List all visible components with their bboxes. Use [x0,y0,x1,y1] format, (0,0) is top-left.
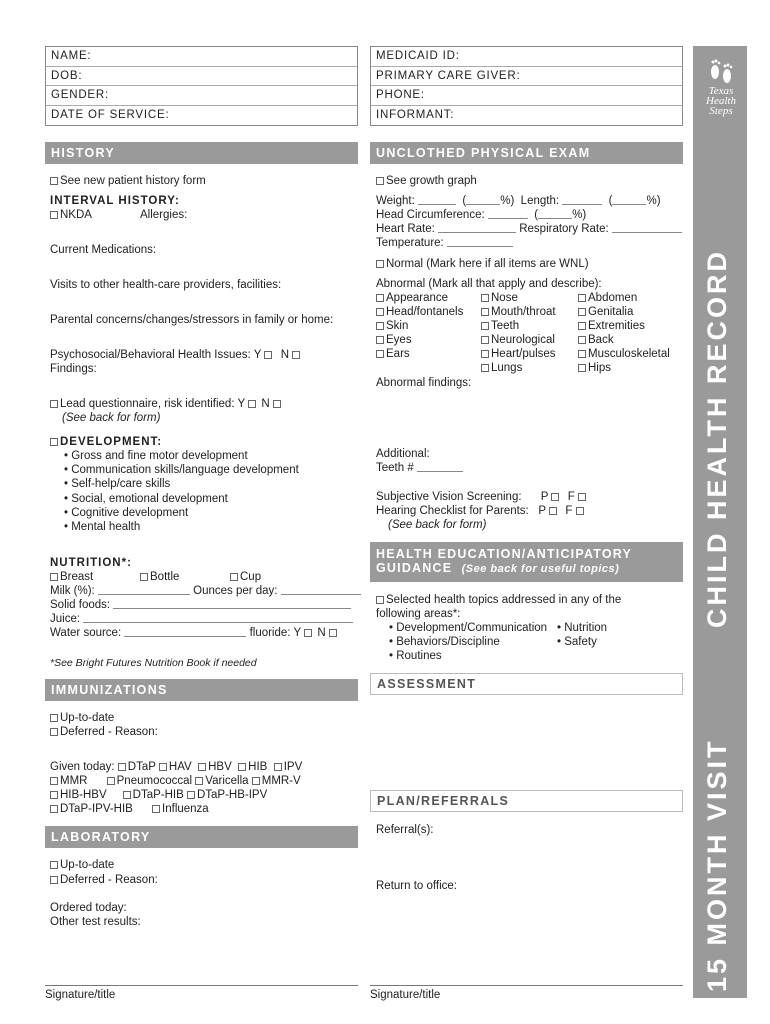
checkbox[interactable] [50,573,58,581]
allergies-label: Allergies: [140,209,188,221]
sidebar-visit: 15 MONTH VISIT [702,738,732,992]
lab-deferred-item[interactable]: Deferred - Reason: [50,873,158,887]
checkbox[interactable] [50,728,58,736]
return-to-office-label: Return to office: [376,880,457,892]
exam-item[interactable]: Ears [376,347,463,361]
checkbox[interactable] [159,763,167,771]
nutrition-footnote: *See Bright Futures Nutrition Book if needed [50,657,257,669]
logo [695,56,747,116]
exam-item[interactable]: Head/fontanels [376,305,463,319]
checkbox[interactable] [50,177,58,185]
exam-item[interactable]: Extremities [578,319,670,333]
dev-item: • Mental health [64,521,141,533]
checkbox[interactable] [50,861,58,869]
checkbox[interactable] [578,350,586,358]
checkbox[interactable] [376,336,384,344]
given-today-row2: MMR Pneumococcal Varicella MMR-V [50,774,301,788]
checkbox[interactable] [264,351,272,359]
logo-text-2: Health [706,95,736,107]
checkbox[interactable] [238,763,246,771]
dev-item: • Self-help/care skills [64,478,171,490]
checkbox[interactable] [481,364,489,372]
dev-item: • Social, emotional development [64,493,228,505]
checkbox[interactable] [376,294,384,302]
other-results-label: Other test results: [50,916,141,928]
checkbox[interactable] [549,507,557,515]
exam-item[interactable]: Appearance [376,291,463,305]
dev-item: • Cognitive development [64,507,189,519]
exam-item[interactable]: Lungs [481,361,556,375]
abnormal-intro: Abnormal (Mark all that apply and describe): [376,278,602,290]
checkbox[interactable] [50,714,58,722]
checkbox[interactable] [481,336,489,344]
checkbox[interactable] [50,211,58,219]
exam-item[interactable]: Hips [578,361,670,375]
dev-item: • Gross and fine motor development [64,450,248,462]
exam-item[interactable]: Genitalia [578,305,670,319]
development-label[interactable]: DEVELOPMENT: [50,435,162,449]
imm-uptodate-item[interactable]: Up-to-date [50,711,114,725]
exam-item[interactable]: Skin [376,319,463,333]
ordered-today-label: Ordered today: [50,902,127,914]
checkbox[interactable] [274,763,282,771]
selected-topics-item[interactable]: Selected health topics addressed in any of the [376,593,621,607]
health-education-header [370,542,683,582]
additional-label: Additional: [376,448,430,460]
temperature-field[interactable]: Temperature: [376,236,513,250]
checkbox[interactable] [578,364,586,372]
signature-right[interactable]: Signature/title [370,985,683,1001]
checkbox[interactable] [107,777,115,785]
checkbox[interactable] [123,791,131,799]
head-circ-field[interactable]: Head Circumference: ( %) [376,209,587,221]
health-education-title-2: GUIDANCE [376,561,453,575]
health-education-note: (See back for useful topics) [461,563,620,575]
topic-item: • Routines [389,650,442,662]
checkbox[interactable] [198,763,206,771]
patient-info-left [45,46,358,126]
informant-field[interactable]: INFORMANT: [376,108,455,121]
exam-item[interactable]: Nose [481,291,556,305]
findings-label: Findings: [50,363,97,375]
exam-item[interactable]: Abdomen [578,291,670,305]
checkbox[interactable] [273,400,281,408]
exam-col-3 [578,291,670,375]
checkbox[interactable] [376,308,384,316]
checkbox[interactable] [118,763,126,771]
name-field[interactable]: NAME: [46,47,357,67]
checkbox[interactable] [195,777,203,785]
dob-field[interactable]: DOB: [46,67,357,87]
checkbox[interactable] [481,322,489,330]
sidebar-title: CHILD HEALTH RECORD [702,249,732,628]
normal-item[interactable]: Normal (Mark here if all items are WNL) [376,257,589,271]
plan-referrals-header: PLAN/REFERRALS [370,790,683,812]
exam-item[interactable]: Teeth [481,319,556,333]
referrals-label: Referral(s): [376,824,434,836]
psychosocial-item: Psychosocial/Behavioral Health Issues: Y N [50,348,302,362]
checkbox[interactable] [578,308,586,316]
hearing-see-back: (See back for form) [388,519,487,531]
checkbox[interactable] [376,260,384,268]
checkbox[interactable] [376,322,384,330]
footprints-icon [695,56,747,86]
signature-left[interactable]: Signature/title [45,985,358,1001]
nkda-item[interactable]: NKDA [50,208,92,222]
topic-item: • Development/Communication [389,622,548,634]
primary-care-giver-field[interactable]: PRIMARY CARE GIVER: [371,67,682,87]
new-patient-item[interactable]: See new patient history form [50,174,206,188]
date-of-service-field[interactable]: DATE OF SERVICE: [51,108,170,121]
patient-info-right [370,46,683,126]
teeth-field[interactable]: Teeth # [376,461,463,475]
logo-text-3: Steps [709,105,733,117]
logo-text-1: Texas [708,85,734,97]
assessment-header: ASSESSMENT [370,673,683,695]
health-education-title-1: HEALTH EDUCATION/ANTICIPATORY [376,547,633,561]
history-header: HISTORY [45,142,358,164]
checkbox[interactable] [376,350,384,358]
lead-see-back: (See back for form) [62,412,161,424]
checkbox[interactable] [376,177,384,185]
exam-item[interactable]: Back [578,333,670,347]
dev-item: • Communication skills/language development [64,464,299,476]
checkbox[interactable] [248,400,256,408]
checkbox[interactable] [481,308,489,316]
laboratory-header: LABORATORY [45,826,358,848]
lab-uptodate-item[interactable]: Up-to-date [50,858,114,872]
checkbox[interactable] [304,629,312,637]
checkbox[interactable] [329,629,337,637]
abnormal-findings-label: Abnormal findings: [376,377,472,389]
milk-field[interactable]: Milk (%): Ounces per day: [50,584,361,598]
breast-item[interactable]: Breast [50,570,93,584]
checkbox[interactable] [50,777,58,785]
interval-history-label: INTERVAL HISTORY: [50,195,180,207]
checkbox[interactable] [252,777,260,785]
checkbox[interactable] [292,351,300,359]
given-today-row3: HIB-HBV DTaP-HIB DTaP-HB-IPV [50,788,267,802]
imm-deferred-item[interactable]: Deferred - Reason: [50,725,158,739]
checkbox[interactable] [152,805,160,813]
topic-item: • Safety [557,636,597,648]
given-today-row4: DTaP-IPV-HIB Influenza [50,802,209,816]
checkbox[interactable] [50,791,58,799]
checkbox[interactable] [187,791,195,799]
water-source-field[interactable]: Water source: fluoride: Y N [50,626,339,640]
juice-field[interactable]: Juice: [50,612,353,626]
exam-item[interactable]: Mouth/throat [481,305,556,319]
parental-label: Parental concerns/changes/stressors in family or home: [50,314,334,326]
weight-length-field[interactable]: Weight: ( %) Length: ( %) [376,195,661,207]
sidebar [693,46,747,998]
checkbox[interactable] [140,573,148,581]
given-today-row1: Given today: DTaP HAV HBV HIB IPV [50,761,303,773]
checkbox[interactable] [50,805,58,813]
medicaid-id-field[interactable]: MEDICAID ID: [371,47,682,67]
exam-item[interactable]: Eyes [376,333,463,347]
checkbox[interactable] [481,350,489,358]
checkbox[interactable] [50,438,58,446]
cup-item[interactable]: Cup [230,570,261,584]
heart-resp-field[interactable]: Heart Rate: Respiratory Rate: [376,222,682,236]
checkbox[interactable] [576,507,584,515]
exam-col-2 [481,291,556,375]
gender-field[interactable]: GENDER: [46,86,357,106]
bottle-item[interactable]: Bottle [140,570,179,584]
checkbox[interactable] [50,876,58,884]
visits-label: Visits to other health-care providers, facilities: [50,279,282,291]
hearing-checklist-item: Hearing Checklist for Parents: P F [376,504,586,518]
medications-label: Current Medications: [50,244,157,256]
physical-exam-header: UNCLOTHED PHYSICAL EXAM [370,142,683,164]
exam-item[interactable]: Neurological [481,333,556,347]
following-areas-label: following areas*: [376,608,461,620]
solid-foods-field[interactable]: Solid foods: [50,598,351,612]
nutrition-label: NUTRITION*: [50,557,132,569]
checkbox[interactable] [578,336,586,344]
checkbox[interactable] [50,400,58,408]
checkbox[interactable] [578,493,586,501]
checkbox[interactable] [578,322,586,330]
checkbox[interactable] [376,596,384,604]
checkbox[interactable] [230,573,238,581]
phone-field[interactable]: PHONE: [371,86,682,106]
exam-col-1 [376,291,463,361]
exam-item[interactable]: Musculoskeletal [578,347,670,361]
growth-graph-item[interactable]: See growth graph [376,174,477,188]
checkbox[interactable] [578,294,586,302]
checkbox[interactable] [551,493,559,501]
topic-item: • Nutrition [557,622,608,634]
lead-item: Lead questionnaire, risk identified: Y N [50,397,283,411]
exam-item[interactable]: Heart/pulses [481,347,556,361]
vision-screening-item: Subjective Vision Screening: P F [376,490,588,504]
topic-item: • Behaviors/Discipline [389,636,500,648]
immunizations-header: IMMUNIZATIONS [45,679,358,701]
checkbox[interactable] [481,294,489,302]
